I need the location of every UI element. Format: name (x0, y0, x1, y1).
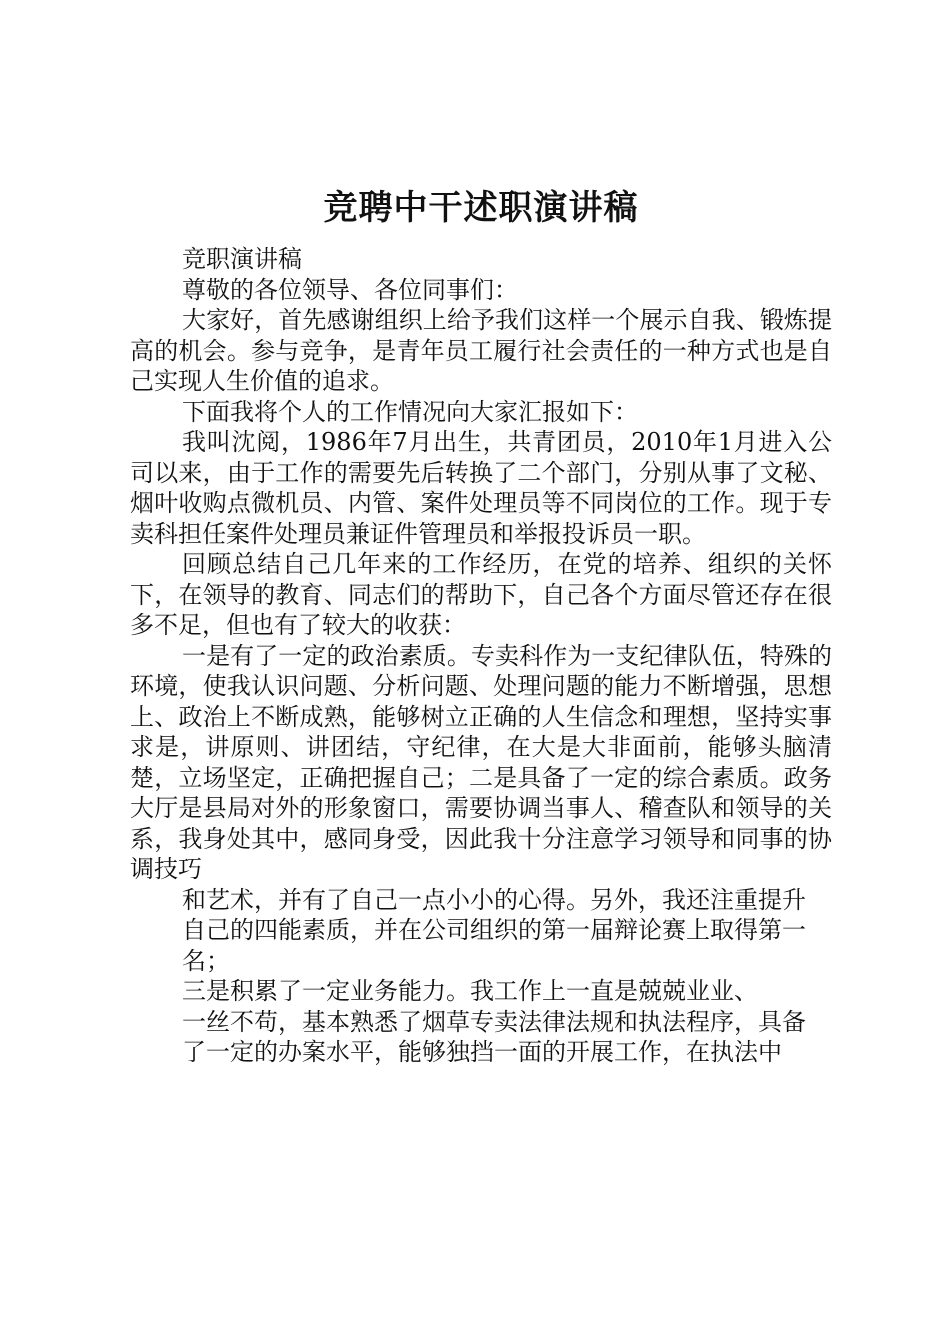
paragraph-debate: 自己的四能素质，并在公司组织的第一届辩论赛上取得第一 (182, 916, 806, 944)
paragraph-intro: 下面我将个人的工作情况向大家汇报如下： (182, 397, 638, 426)
paragraph-greeting: 大家好，首先感谢组织上给予我们这样一个展示自我、锻炼提高的机会。参与竞争，是青年员工履行社会责任的一种方式也是自己实现人生价值的追求。 (130, 306, 832, 395)
paragraph-case-handling: 了一定的办案水平，能够独挡一面的开展工作，在执法中 (182, 1038, 782, 1066)
paragraph-business-ability: 三是积累了一定业务能力。我工作上一直是兢兢业业、 (182, 977, 758, 1005)
paragraph-law-knowledge: 一丝不苟，基本熟悉了烟草专卖法律法规和执法程序，具备 (182, 1007, 806, 1036)
paragraph-art: 和艺术，并有了自己一点小小的心得。另外，我还注重提升 (182, 885, 806, 914)
paragraph-political-quality: 一是有了一定的政治素质。专卖科作为一支纪律队伍，特殊的环境，使我认识问题、分析问题、处理问题的能力不断增强，思想上、政治上不断成熟，能够树立正确的人生信念和理想，坚持实事求是，讲原则、讲团结，守纪律，在大是大非面前，能够头脑清楚，立场坚定，正确把握自己；二是具备了一定的综合素质。政务大厅是县局对外的形象窗口，需要协调当事人、稽查队和领导的关系，我身处其中，感同身受，因此我十分注意学习领导和同事的协调技巧 (130, 641, 832, 883)
paragraph-background: 我叫沈阅，1986年7月出生，共青团员，2010年1月进入公司以来，由于工作的需要先后转换了二个部门，分别从事了文秘、烟叶收购点微机员、内管、案件处理员等不同岗位的工作。现于专卖科担任案件处理员兼证件管理员和举报投诉员一职。 (130, 428, 832, 548)
paragraph-salutation: 尊敬的各位领导、各位同事们： (182, 275, 518, 304)
paragraph-review: 回顾总结自己几年来的工作经历，在党的培养、组织的关怀下，在领导的教育、同志们的帮助下，自己各个方面尽管还存在很多不足，但也有了较大的收获： (130, 550, 832, 639)
document-page (130, 178, 832, 1068)
document-title: 竞聘中干述职演讲稿 (323, 188, 639, 228)
paragraph-heading: 竞职演讲稿 (182, 245, 302, 273)
paragraph-rank: 名； (182, 946, 230, 975)
